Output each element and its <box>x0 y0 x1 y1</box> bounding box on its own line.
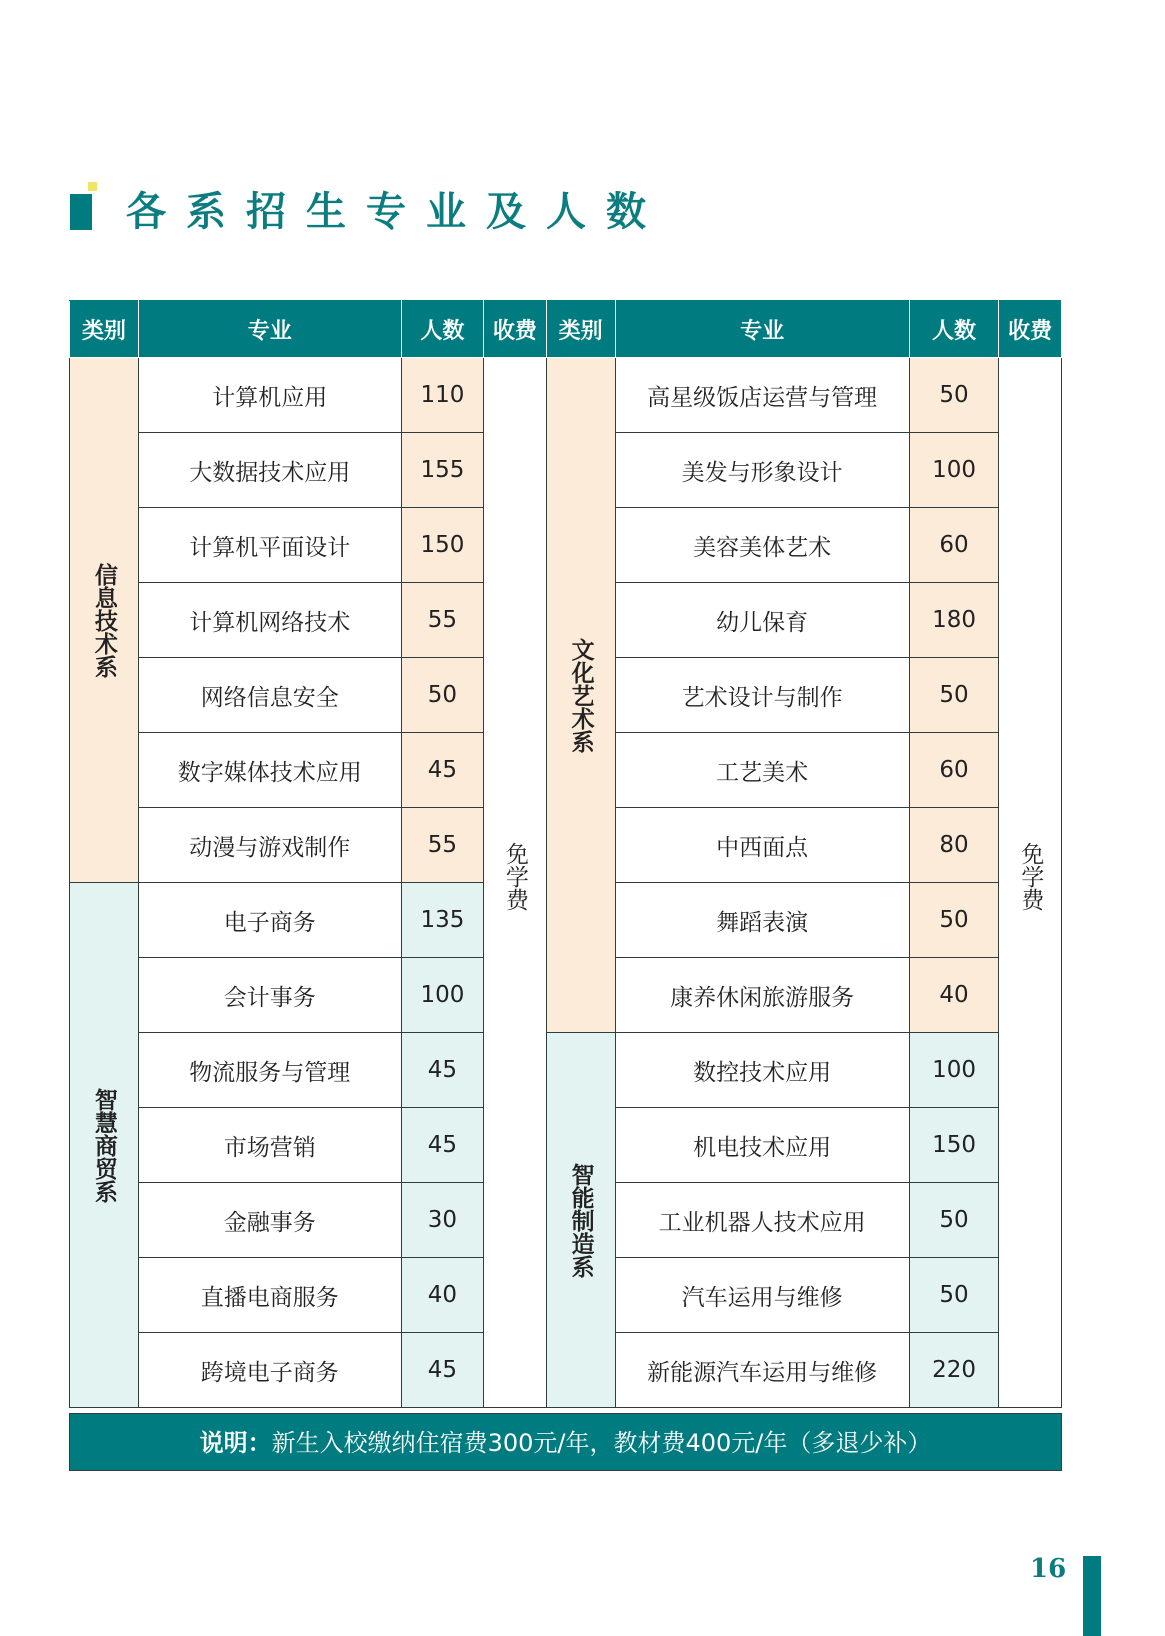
major-name: 网络信息安全 <box>138 658 401 733</box>
enrollment-count: 135 <box>401 883 483 958</box>
major-name: 大数据技术应用 <box>138 433 401 508</box>
page-edge-bar <box>1083 1556 1101 1636</box>
category-cell-right <box>546 358 615 1033</box>
major-name: 高星级饭店运营与管理 <box>615 358 909 433</box>
table-row <box>70 1033 1062 1108</box>
category-label: 智慧商贸系 <box>90 1087 117 1203</box>
header-fee-right: 收费 <box>999 301 1062 358</box>
major-name: 中西面点 <box>615 808 909 883</box>
major-name: 汽车运用与维修 <box>615 1258 909 1333</box>
enrollment-count: 45 <box>401 1108 483 1183</box>
major-name: 计算机网络技术 <box>138 583 401 658</box>
table-row <box>70 358 1062 433</box>
enrollment-count: 50 <box>909 1258 999 1333</box>
note-banner <box>69 1413 1062 1471</box>
category-label: 智能制造系 <box>567 1162 594 1278</box>
major-name: 电子商务 <box>138 883 401 958</box>
note-label: 说明： <box>199 1429 272 1457</box>
major-name: 舞蹈表演 <box>615 883 909 958</box>
major-name: 跨境电子商务 <box>138 1333 401 1408</box>
enrollment-count: 60 <box>909 508 999 583</box>
enrollment-count: 45 <box>401 1333 483 1408</box>
major-name: 计算机应用 <box>138 358 401 433</box>
enrollment-count: 45 <box>401 733 483 808</box>
title-dot-icon <box>88 182 97 191</box>
category-cell-left <box>70 358 139 883</box>
major-name: 艺术设计与制作 <box>615 658 909 733</box>
major-name: 数控技术应用 <box>615 1033 909 1108</box>
page-number: 16 <box>1030 1554 1067 1584</box>
enrollment-count: 50 <box>401 658 483 733</box>
table-header-row <box>70 301 1062 358</box>
header-count-left: 人数 <box>401 301 483 358</box>
enrollment-count: 60 <box>909 733 999 808</box>
header-count-right: 人数 <box>909 301 999 358</box>
enrollment-count: 50 <box>909 658 999 733</box>
major-name: 数字媒体技术应用 <box>138 733 401 808</box>
major-name: 美发与形象设计 <box>615 433 909 508</box>
enrollment-count: 40 <box>909 958 999 1033</box>
enrollment-count: 50 <box>909 883 999 958</box>
major-name: 新能源汽车运用与维修 <box>615 1333 909 1408</box>
enrollment-count: 55 <box>401 583 483 658</box>
category-cell-right <box>546 1033 615 1408</box>
major-name: 动漫与游戏制作 <box>138 808 401 883</box>
header-major-left: 专业 <box>138 301 401 358</box>
fee-label: 免学费 <box>501 841 528 911</box>
note-text: 新生入校缴纳住宿费300元/年，教材费400元/年（多退少补） <box>271 1429 932 1457</box>
major-name: 工艺美术 <box>615 733 909 808</box>
enrollment-count: 30 <box>401 1183 483 1258</box>
enrollment-count: 45 <box>401 1033 483 1108</box>
page-title: 各系招生专业及人数 <box>126 188 666 235</box>
fee-label: 免学费 <box>1017 841 1044 911</box>
major-name: 计算机平面设计 <box>138 508 401 583</box>
enrollment-count: 55 <box>401 808 483 883</box>
major-name: 市场营销 <box>138 1108 401 1183</box>
enrollment-count: 100 <box>909 1033 999 1108</box>
major-name: 机电技术应用 <box>615 1108 909 1183</box>
enrollment-count: 150 <box>909 1108 999 1183</box>
major-name: 会计事务 <box>138 958 401 1033</box>
enrollment-count: 50 <box>909 1183 999 1258</box>
enrollment-count: 180 <box>909 583 999 658</box>
major-name: 金融事务 <box>138 1183 401 1258</box>
major-name: 康养休闲旅游服务 <box>615 958 909 1033</box>
major-name: 幼儿保育 <box>615 583 909 658</box>
enrollment-count: 40 <box>401 1258 483 1333</box>
enrollment-count: 150 <box>401 508 483 583</box>
header-fee-left: 收费 <box>484 301 547 358</box>
enrollment-count: 220 <box>909 1333 999 1408</box>
major-name: 美容美体艺术 <box>615 508 909 583</box>
category-label: 文化艺术系 <box>567 637 594 753</box>
fee-cell-right <box>999 358 1062 1408</box>
title-marker-icon <box>70 194 92 230</box>
major-name: 物流服务与管理 <box>138 1033 401 1108</box>
header-category-left: 类别 <box>70 301 139 358</box>
header-major-right: 专业 <box>615 301 909 358</box>
enrollment-count: 80 <box>909 808 999 883</box>
enrollment-count: 100 <box>909 433 999 508</box>
category-label: 信息技术系 <box>90 562 117 678</box>
fee-cell-left <box>484 358 547 1408</box>
major-name: 直播电商服务 <box>138 1258 401 1333</box>
enrollment-count: 50 <box>909 358 999 433</box>
enrollment-count: 155 <box>401 433 483 508</box>
enrollment-count: 100 <box>401 958 483 1033</box>
category-cell-left <box>70 883 139 1408</box>
enrollment-table <box>69 300 1062 1408</box>
major-name: 工业机器人技术应用 <box>615 1183 909 1258</box>
enrollment-count: 110 <box>401 358 483 433</box>
header-category-right: 类别 <box>546 301 615 358</box>
